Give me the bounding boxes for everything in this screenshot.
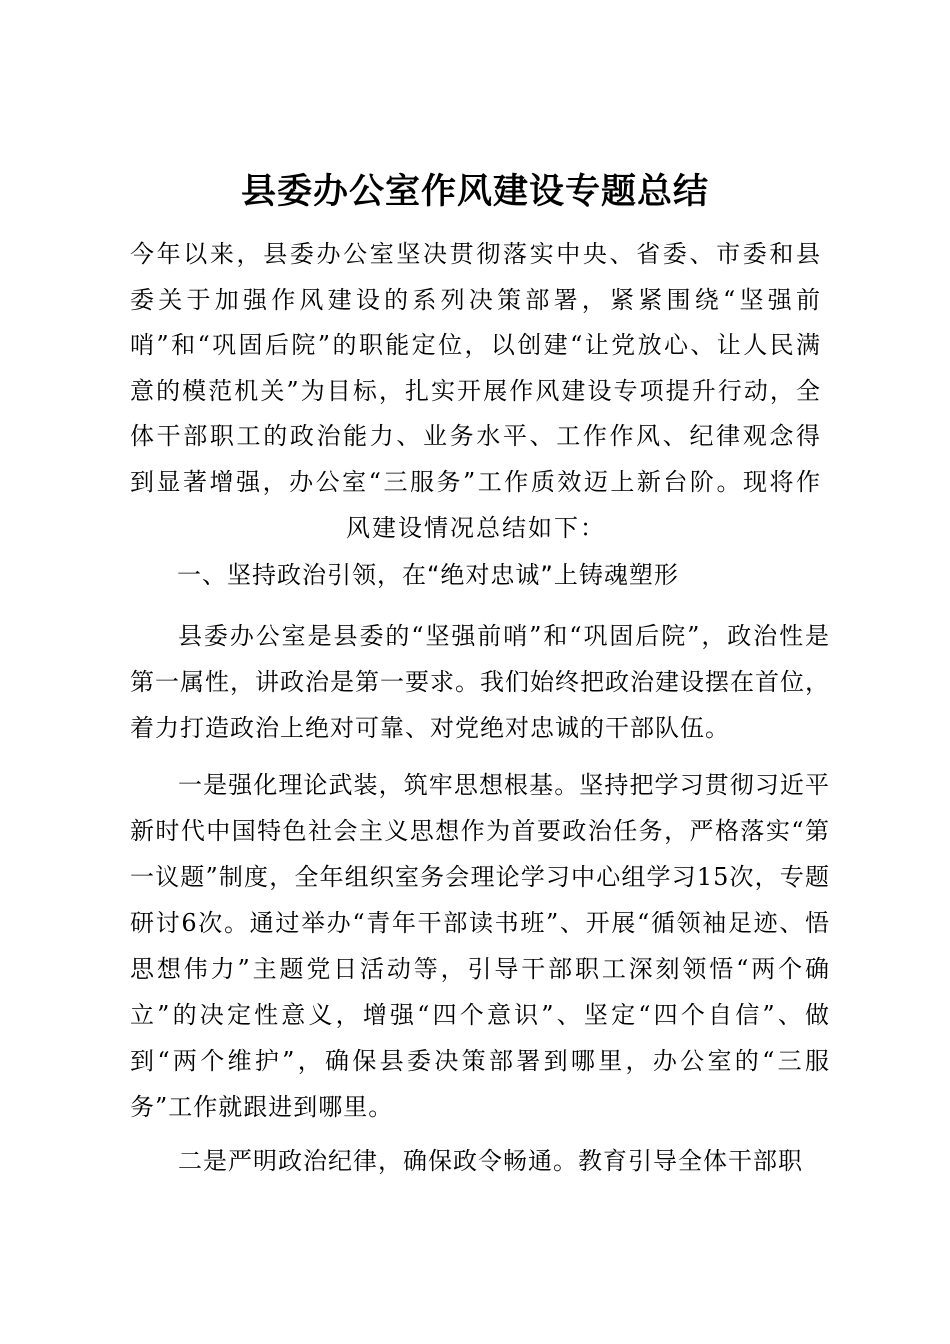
body-paragraph: 县委办公室是县委的“坚强前哨”和“巩固后院”，政治性是第一属性，讲政治是第一要求。我们始终把政治建设摆在首位，着力打造政治上绝对可靠、对党绝对忠诚的干部队伍。 [130,622,830,742]
intro-paragraph: 今年以来，县委办公室坚决贯彻落实中央、省委、市委和县委关于加强作风建设的系列决策部署，紧紧围绕“坚强前哨”和“巩固后院”的职能定位，以创建“让党放心、让人民满意的模范机关”为目标，扎实开展作风建设专项提升行动，全体干部职工的政治能力、业务水平、工作作风、纪律观念得到显著增强，办公室“三服务”工作质效迈上新台阶。现将作风建设情况总结如下： [130,240,822,542]
body-paragraph: 一是强化理论武装，筑牢思想根基。坚持把学习贯彻习近平新时代中国特色社会主义思想作为首要政治任务，严格落实“第一议题”制度，全年组织室务会理论学习中心组学习15次，专题研讨6次。通过举办“青年干部读书班”、开展“循领袖足迹、悟思想伟力”主题党日活动等，引导干部职工深刻领悟“两个确立”的决定性意义，增强“四个意识”、坚定“四个自信”、做到“两个维护”，确保县委决策部署到哪里，办公室的“三服务”工作就跟进到哪里。 [130,771,830,1121]
body-paragraph: 二是严明政治纪律，确保政令畅通。教育引导全体干部职 [178,1147,803,1175]
section-heading-1: 一、坚持政治引领，在“绝对忠诚”上铸魂塑形 [177,561,679,589]
document-title: 县委办公室作风建设专题总结 [240,171,709,212]
